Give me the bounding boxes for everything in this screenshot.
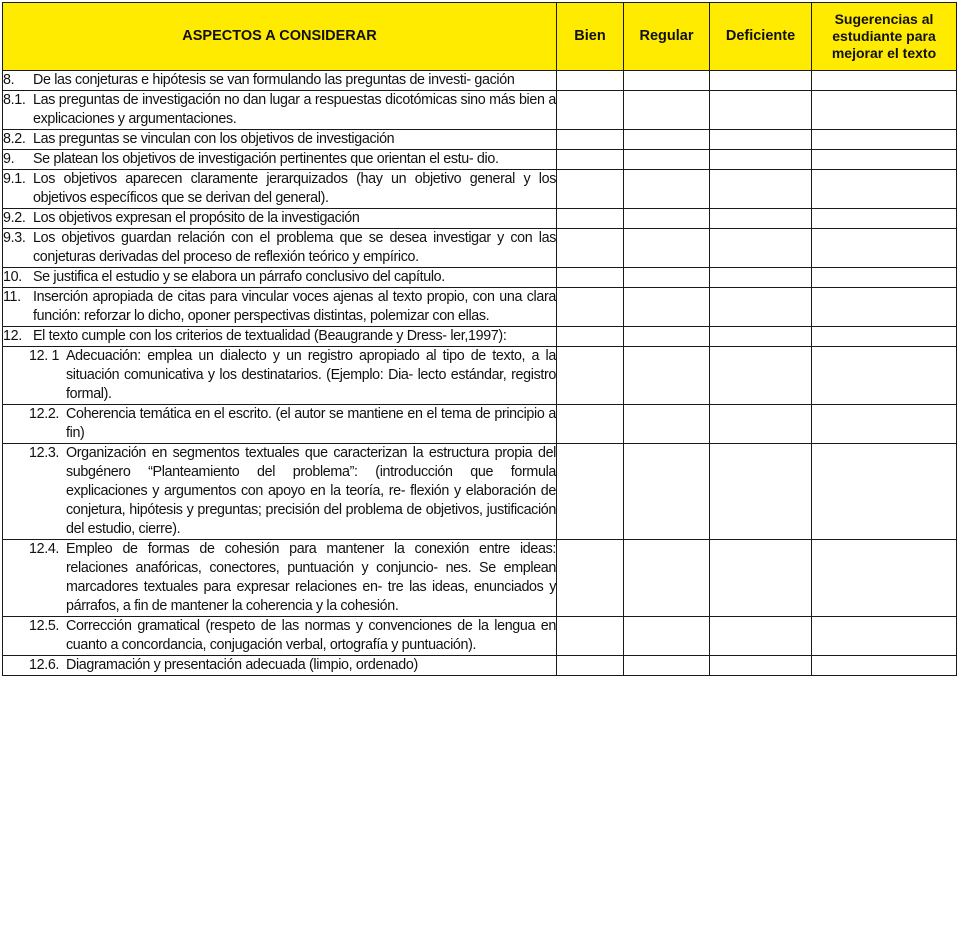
regular-cell[interactable] bbox=[624, 656, 710, 676]
table-row bbox=[3, 617, 957, 656]
item-number: 8.1. bbox=[3, 92, 26, 108]
suggestions-cell[interactable] bbox=[812, 209, 957, 229]
suggestions-cell[interactable] bbox=[812, 347, 957, 405]
item-text: Los objetivos aparecen claramente jerarquizados (hay un objetivo general y los objetivos específicos que se derivan del general). bbox=[33, 171, 556, 206]
suggestions-cell[interactable] bbox=[812, 656, 957, 676]
suggestions-cell[interactable] bbox=[812, 268, 957, 288]
regular-cell[interactable] bbox=[624, 71, 710, 91]
item-text: Diagramación y presentación adecuada (limpio, ordenado) bbox=[66, 657, 418, 673]
aspect-cell bbox=[3, 71, 557, 91]
item-text: El texto cumple con los criterios de textualidad (Beaugrande y Dress- ler,1997): bbox=[33, 328, 507, 344]
table-row bbox=[3, 405, 957, 444]
aspect-cell bbox=[3, 347, 557, 405]
item-text: Organización en segmentos textuales que caracterizan la estructura propia del subgénero “Planteamiento del problema”: (introducción que formula explicaciones y argumentos con apoyo en la teoría, re- flexión y elaboración de conjetura, hipótesis y preguntas; precisión del problema de objetivos, justificación del estudio, cierre). bbox=[66, 445, 556, 537]
deficient-cell[interactable] bbox=[710, 288, 812, 327]
item-number: 8.2. bbox=[3, 131, 26, 147]
aspect-cell bbox=[3, 229, 557, 268]
table-row bbox=[3, 209, 957, 229]
deficient-cell[interactable] bbox=[710, 71, 812, 91]
regular-cell[interactable] bbox=[624, 327, 710, 347]
table-row bbox=[3, 268, 957, 288]
item-number: 12.3. bbox=[29, 445, 60, 461]
item-number: 12.5. bbox=[29, 618, 60, 634]
item-number: 9.1. bbox=[3, 171, 26, 187]
good-cell[interactable] bbox=[557, 405, 624, 444]
aspect-cell bbox=[3, 268, 557, 288]
item-text: Se justifica el estudio y se elabora un párrafo conclusivo del capítulo. bbox=[33, 269, 445, 285]
evaluation-rubric-table bbox=[2, 2, 957, 676]
good-cell[interactable] bbox=[557, 327, 624, 347]
regular-cell[interactable] bbox=[624, 229, 710, 268]
table-row bbox=[3, 130, 957, 150]
regular-cell[interactable] bbox=[624, 288, 710, 327]
aspect-cell bbox=[3, 91, 557, 130]
item-number: 12.4. bbox=[29, 541, 60, 557]
suggestions-cell[interactable] bbox=[812, 327, 957, 347]
table-row bbox=[3, 540, 957, 617]
item-text: Los objetivos expresan el propósito de la investigación bbox=[33, 210, 360, 226]
regular-cell[interactable] bbox=[624, 209, 710, 229]
good-cell[interactable] bbox=[557, 444, 624, 540]
good-cell[interactable] bbox=[557, 229, 624, 268]
regular-cell[interactable] bbox=[624, 444, 710, 540]
item-number: 11. bbox=[3, 289, 21, 305]
item-number: 12. 1 bbox=[29, 348, 60, 364]
regular-cell[interactable] bbox=[624, 347, 710, 405]
header-regular: Regular bbox=[624, 3, 710, 71]
table-row bbox=[3, 327, 957, 347]
regular-cell[interactable] bbox=[624, 130, 710, 150]
good-cell[interactable] bbox=[557, 209, 624, 229]
table-row bbox=[3, 656, 957, 676]
table-row bbox=[3, 347, 957, 405]
good-cell[interactable] bbox=[557, 170, 624, 209]
deficient-cell[interactable] bbox=[710, 347, 812, 405]
good-cell[interactable] bbox=[557, 150, 624, 170]
item-number: 10. bbox=[3, 269, 22, 285]
item-number: 12. bbox=[3, 328, 22, 344]
header-suggestions: Sugerencias al estudiante para mejorar el texto bbox=[812, 3, 957, 71]
item-text: Empleo de formas de cohesión para mantener la conexión entre ideas: relaciones anafóricas, conectores, puntuación y conjuncio- nes. Se emplean marcadores textuales para expresar relaciones en- tre las ideas, enunciados y párrafos, a fin de mantener la coherencia y la cohesión. bbox=[66, 541, 556, 614]
suggestions-cell[interactable] bbox=[812, 229, 957, 268]
good-cell[interactable] bbox=[557, 91, 624, 130]
aspect-cell bbox=[3, 170, 557, 209]
deficient-cell[interactable] bbox=[710, 150, 812, 170]
table-row bbox=[3, 288, 957, 327]
deficient-cell[interactable] bbox=[710, 91, 812, 130]
deficient-cell[interactable] bbox=[710, 229, 812, 268]
regular-cell[interactable] bbox=[624, 170, 710, 209]
deficient-cell[interactable] bbox=[710, 268, 812, 288]
good-cell[interactable] bbox=[557, 130, 624, 150]
deficient-cell[interactable] bbox=[710, 327, 812, 347]
suggestions-cell[interactable] bbox=[812, 91, 957, 130]
deficient-cell[interactable] bbox=[710, 209, 812, 229]
table-row bbox=[3, 229, 957, 268]
suggestions-cell[interactable] bbox=[812, 288, 957, 327]
aspect-cell bbox=[3, 288, 557, 327]
table-row bbox=[3, 150, 957, 170]
aspect-cell bbox=[3, 150, 557, 170]
aspect-cell bbox=[3, 130, 557, 150]
regular-cell[interactable] bbox=[624, 540, 710, 617]
good-cell[interactable] bbox=[557, 656, 624, 676]
item-text: Se platean los objetivos de investigación pertinentes que orientan el estu- dio. bbox=[33, 151, 499, 167]
item-number: 9. bbox=[3, 151, 15, 167]
item-number: 12.2. bbox=[29, 406, 60, 422]
deficient-cell[interactable] bbox=[710, 130, 812, 150]
suggestions-cell[interactable] bbox=[812, 170, 957, 209]
item-text: Adecuación: emplea un dialecto y un registro apropiado al tipo de texto, a la situación comunicativa y los destinatarios. (Ejemplo: Dia- lecto estándar, registro formal). bbox=[66, 348, 556, 402]
aspect-cell bbox=[3, 405, 557, 444]
deficient-cell[interactable] bbox=[710, 444, 812, 540]
suggestions-cell[interactable] bbox=[812, 405, 957, 444]
suggestions-cell[interactable] bbox=[812, 130, 957, 150]
suggestions-cell[interactable] bbox=[812, 617, 957, 656]
regular-cell[interactable] bbox=[624, 405, 710, 444]
aspect-cell bbox=[3, 540, 557, 617]
deficient-cell[interactable] bbox=[710, 617, 812, 656]
good-cell[interactable] bbox=[557, 268, 624, 288]
item-text: Las preguntas se vinculan con los objetivos de investigación bbox=[33, 131, 395, 147]
regular-cell[interactable] bbox=[624, 91, 710, 130]
header-aspects: ASPECTOS A CONSIDERAR bbox=[3, 3, 557, 71]
aspect-cell bbox=[3, 209, 557, 229]
good-cell[interactable] bbox=[557, 71, 624, 91]
good-cell[interactable] bbox=[557, 617, 624, 656]
aspect-cell bbox=[3, 617, 557, 656]
aspect-cell bbox=[3, 327, 557, 347]
deficient-cell[interactable] bbox=[710, 405, 812, 444]
item-text: Los objetivos guardan relación con el problema que se desea investigar y con las conjeturas derivadas del proceso de reflexión teórico y empírico. bbox=[33, 230, 556, 265]
item-text: Coherencia temática en el escrito. (el autor se mantiene en el tema de principio a fin) bbox=[66, 406, 556, 441]
suggestions-cell[interactable] bbox=[812, 150, 957, 170]
suggestions-cell[interactable] bbox=[812, 540, 957, 617]
item-text: Corrección gramatical (respeto de las normas y convenciones de la lengua en cuanto a concordancia, conjugación verbal, ortografía y puntuación). bbox=[66, 618, 556, 653]
regular-cell[interactable] bbox=[624, 268, 710, 288]
good-cell[interactable] bbox=[557, 347, 624, 405]
table-row bbox=[3, 170, 957, 209]
item-number: 9.3. bbox=[3, 230, 26, 246]
item-text: Las preguntas de investigación no dan lugar a respuestas dicotómicas sino más bien a explicaciones y argumentaciones. bbox=[33, 92, 556, 127]
aspect-cell bbox=[3, 444, 557, 540]
deficient-cell[interactable] bbox=[710, 540, 812, 617]
deficient-cell[interactable] bbox=[710, 170, 812, 209]
table-row bbox=[3, 444, 957, 540]
item-text: De las conjeturas e hipótesis se van formulando las preguntas de investi- gación bbox=[33, 72, 515, 88]
table-row bbox=[3, 71, 957, 91]
item-number: 9.2. bbox=[3, 210, 26, 226]
suggestions-cell[interactable] bbox=[812, 71, 957, 91]
item-text: Inserción apropiada de citas para vincular voces ajenas al texto propio, con una clara función: reforzar lo dicho, oponer perspectivas distintas, polemizar con ellas. bbox=[33, 289, 556, 324]
deficient-cell[interactable] bbox=[710, 656, 812, 676]
table-row bbox=[3, 91, 957, 130]
header-good: Bien bbox=[557, 3, 624, 71]
header-deficient: Deficiente bbox=[710, 3, 812, 71]
item-number: 12.6. bbox=[29, 657, 60, 673]
good-cell[interactable] bbox=[557, 540, 624, 617]
aspect-cell bbox=[3, 656, 557, 676]
regular-cell[interactable] bbox=[624, 150, 710, 170]
regular-cell[interactable] bbox=[624, 617, 710, 656]
item-number: 8. bbox=[3, 72, 15, 88]
good-cell[interactable] bbox=[557, 288, 624, 327]
header-row bbox=[3, 3, 957, 71]
suggestions-cell[interactable] bbox=[812, 444, 957, 540]
